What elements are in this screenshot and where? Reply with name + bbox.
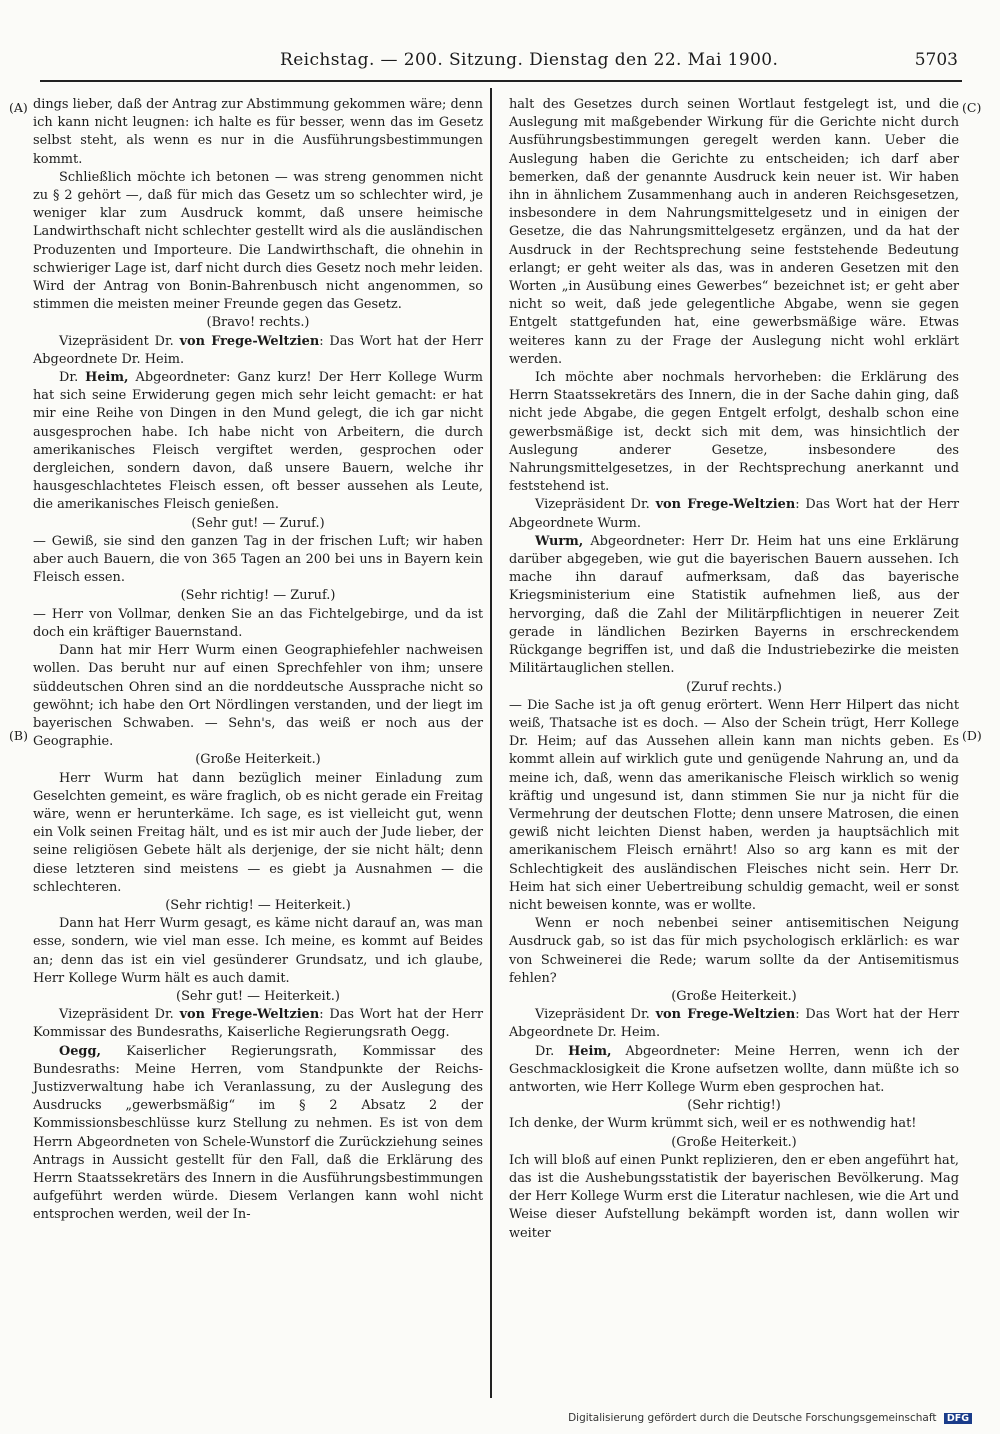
paragraph: Schließlich möchte ich betonen — was streng genommen nicht zu § 2 gehört —, daß für mich das Gesetz um so schlechter wird, je weniger klar zum Ausdruck kommt, daß unsere heimische Landwirthschaft nicht schlechter gestellt wird als die ausländischen Produzenten und Importeure. Die Landwirthschaft, die ohnehin in schwieriger Lage ist, darf nicht durch dies Gesetz noch mehr leiden. Wird der Antrag von Bonin-Bahrenbusch nicht angenommen, so stimmen die meisten meiner Freunde gegen das Gesetz. — [33, 169, 483, 313]
margin-mark-c: (C) — [962, 100, 982, 115]
paragraph: dings lieber, daß der Antrag zur Abstimmung gekommen wäre; denn ich kann nicht leugnen: ich halte es für besser, wenn das im Gesetz selbst steht, als wenn es nur in die Ausführungsbestimmungen kommt. — [33, 97, 483, 167]
paragraph: Vizepräsident Dr. von Frege-Weltzien: Das Wort hat der Herr Abgeordnete Dr. Heim. — [33, 333, 483, 367]
left-column — [33, 96, 483, 1225]
footer-credit — [568, 1412, 972, 1424]
paragraph: Herr Wurm hat dann bezüglich meiner Einladung zum Geselchten gemeint, es wäre fraglich, ob es nicht gerade ein Freitag wäre, wenn er herunterkäme. Ich sage, es ist vielleicht gut, wenn ein Volk seinen Freitag hält, und es ist mir auch der Jude lieber, der seine religiösen Gebete hält als derjenige, der sie nicht hält; denn diese letzteren sind meistens — es giebt ja Ausnahmen — die schlechteren. — [33, 770, 483, 895]
paragraph: Ich denke, der Wurm krümmt sich, weil er es nothwendig hat! — [509, 1116, 917, 1132]
paragraph: Dr. Heim, Abgeordneter: Meine Herren, wenn ich der Geschmacklosigkeit die Krone aufsetzen wollte, dann müßte ich so antworten, wie Herr Kollege Wurm eben gesprochen hat. — [509, 1043, 959, 1095]
margin-mark-b: (B) — [9, 728, 28, 743]
interjection: (Große Heiterkeit.) — [671, 988, 797, 1004]
interjection: (Große Heiterkeit.) — [671, 1134, 797, 1150]
paragraph: — Herr von Vollmar, denken Sie an das Fichtelgebirge, und da ist doch ein kräftiger Bauernstand. — [33, 606, 483, 640]
paragraph: Dann hat mir Herr Wurm einen Geographiefehler nachweisen wollen. Das beruht nur auf einen Sprechfehler von ihm; unsere süddeutschen Ohren sind an die norddeutsche Aussprache nicht so gewöhnt; ich habe den Ort Nördlingen verstanden, und der liegt im bayerischen Schwaben. — Sehn's, das weiß er noch aus der Geographie. — [33, 643, 483, 750]
paragraph: Dr. Heim, Abgeordneter: Ganz kurz! Der Herr Kollege Wurm hat sich seine Erwiderung gegen mich sehr leicht gemacht: er hat mir eine Reihe von Dingen in den Mund gelegt, die ich gar nicht ausgesprochen habe. Ich habe nicht von Arbeitern, die durch amerikanisches Fleisch vergiftet werden, gesprochen oder dergleichen, sondern davon, daß unsere Bauern, welche ihr hausgeschlachtetes Fleisch essen, oft besser aussehen als Leute, die amerikanisches Fleisch genießen. — [33, 370, 483, 513]
paragraph: — Die Sache ist ja oft genug erörtert. Wenn Herr Hilpert das nicht weiß, Thatsache ist es doch. — Also der Schein trügt, Herr Kollege Dr. Heim; auf das Aussehen allein kann man nichts geben. Es kommt allein auf wirklich gute und genügende Nahrung an, und da meine ich, daß, wenn das amerikanische Fleisch wirklich so wenig kräftig und ungesund ist, dann stimmen Sie nur ja nicht für die Vermehrung der deutschen Flotte; denn unsere Matrosen, die einen gewiß nicht leichten Dienst haben, werden ja hauptsächlich mit amerikanischem Fleisch ernährt! Also so arg kann es mit der Schlechtigkeit des ausländischen Fleisches nicht sein. Herr Dr. Heim hat sich einer Uebertreibung schuldig gemacht, weil er sonst nicht beweisen konnte, was er wollte. — [509, 697, 959, 913]
page-number: 5703 — [914, 50, 958, 70]
right-column — [509, 96, 959, 1243]
interjection: (Sehr richtig!) — [687, 1098, 781, 1114]
paragraph: Dann hat Herr Wurm gesagt, es käme nicht darauf an, was man esse, sondern, wie viel man esse. Ich meine, es kommt auf Beides an; denn das ist ein viel gesünderer Grundsatz, und ich glaube, Herr Kollege Wurm hält es auch damit. — [33, 916, 483, 986]
running-title: Reichstag. — 200. Sitzung. Dienstag den 22. Mai 1900. — [280, 50, 779, 70]
paragraph: Vizepräsident Dr. von Frege-Weltzien: Das Wort hat der Herr Kommissar des Bundesraths, Kaiserliche Regierungsrath Oegg. — [33, 1007, 483, 1041]
dfg-logo: DFG — [944, 1413, 972, 1424]
interjection: (Sehr gut! — Heiterkeit.) — [176, 988, 340, 1004]
column-separator — [490, 88, 492, 1398]
page-header — [0, 50, 1000, 80]
paragraph: Vizepräsident Dr. von Frege-Weltzien: Das Wort hat der Herr Abgeordnete Wurm. — [509, 497, 959, 531]
margin-mark-d: (D) — [962, 728, 982, 743]
margin-mark-a: (A) — [9, 100, 28, 115]
paragraph: halt des Gesetzes durch seinen Wortlaut festgelegt ist, und die Auslegung mit maßgebender Wirkung für die Gerichte nicht durch Ausführungsbestimmungen geregelt werden kann. Ueber die Auslegung haben die Gerichte zu entscheiden; ich darf aber bemerken, daß der genannte Ausdruck kein neuer ist. Wir haben ihn in ähnlichem Zusammenhang auch in anderen Reichsgesetzen, insbesondere in dem Nahrungsmittelgesetz und in einigen der Gesetze, die das Nahrungsmittelgesetz ergänzen, und da hat der Ausdruck in der Rechtsprechung seine feststehende Bedeutung erlangt; er geht weiter als das, was in anderen Gesetzen mit den Worten „in Ausübung eines Gewerbes“ bezeichnet ist; er geht aber nicht so weit, daß jede gelegentliche Abgabe, wenn sie gegen Entgelt stattgefunden hat, eine gewerbsmäßige wäre. Etwas weiteres kann zu der Frage der Auslegung nicht wohl erklärt werden. — [509, 97, 959, 367]
paragraph: — Gewiß, sie sind den ganzen Tag in der frischen Luft; wir haben aber auch Bauern, die von 365 Tagen an 200 bei uns in Bayern kein Fleisch essen. — [33, 533, 483, 586]
interjection: (Zuruf rechts.) — [686, 679, 782, 695]
paragraph: Oegg, Kaiserlicher Regierungsrath, Kommissar des Bundesraths: Meine Herren, vom Standpunkte der Reichs-Justizverwaltung habe ich Veranlassung, zu der Auslegung des Ausdrucks „gewerbsmäßig“ im § 2 Absatz 2 der Kommissionsbeschlüsse kurz Stellung zu nehmen. Es ist von dem Herrn Abgeordneten von Schele-Wunstorf die Zurückziehung seines Antrags in Aussicht gestellt für den Fall, daß die Erklärung des Herrn Staatssekretärs des Innern in die Ausführungsbestimmungen aufgeführt werden würde. Diesem Verlangen kann wohl nicht entsprochen werden, weil der In- — [33, 1043, 483, 1223]
interjection: (Große Heiterkeit.) — [195, 752, 321, 768]
interjection: (Sehr gut! — Zuruf.) — [191, 515, 325, 531]
paragraph: Wurm, Abgeordneter: Herr Dr. Heim hat uns eine Erklärung darüber abgegeben, wie gut die bayerischen Bauern aussehen. Ich mache ihn darauf aufmerksam, daß das bayerische Kriegsministerium eine Statistik aufnehmen ließ, aus der hervorging, daß die Zahl der Militärpflichtigen in neuerer Zeit gerade in ländlichen Bezirken Bayerns in erschreckendem Rückgange begriffen ist, und daß die Industriebezirke die meisten Militärtauglichen stellen. — [509, 533, 959, 677]
paragraph: Ich will bloß auf einen Punkt replizieren, den er eben angeführt hat, das ist die Aushebungsstatistik der bayerischen Bevölkerung. Mag der Herr Kollege Wurm erst die Literatur nachlesen, wie die Art und Weise dieser Aufstellung bekämpft worden ist, dann wollen wir weiter — [509, 1152, 959, 1241]
interjection: (Sehr richtig! — Heiterkeit.) — [165, 897, 351, 913]
paragraph: Wenn er noch nebenbei seiner antisemitischen Neigung Ausdruck gab, so ist das für mich psychologisch erklärlich: es war von Schweinerei die Rede; warum sollte da der Antisemitismus fehlen? — [509, 916, 959, 986]
header-rule — [40, 80, 962, 82]
interjection: (Bravo! rechts.) — [206, 315, 310, 331]
paragraph: Ich möchte aber nochmals hervorheben: die Erklärung des Herrn Staatssekretärs des Innern, die in der Sache dahin ging, daß nicht jede Abgabe, die gegen Entgelt erfolgt, deshalb schon eine gewerbsmäßige ist, deckt sich mit dem, was hinsichtlich der Auslegung anderer Gesetze, insbesondere des Nahrungsmittelgesetzes, in der Rechtsprechung anerkannt und feststehend ist. — [509, 370, 959, 495]
paragraph: Vizepräsident Dr. von Frege-Weltzien: Das Wort hat der Herr Abgeordnete Dr. Heim. — [509, 1007, 959, 1041]
interjection: (Sehr richtig! — Zuruf.) — [180, 588, 336, 604]
footer-text: Digitalisierung gefördert durch die Deutsche Forschungsgemeinschaft — [568, 1412, 937, 1424]
